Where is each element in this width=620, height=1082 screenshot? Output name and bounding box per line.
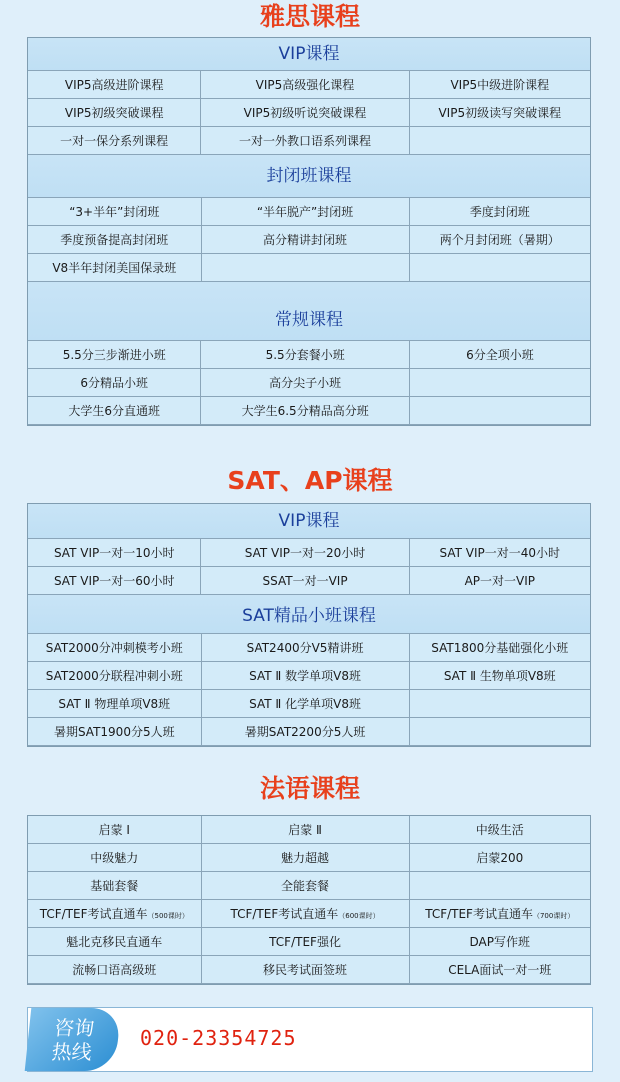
course-link[interactable]: 中级魅力 [28, 844, 201, 872]
french-course-table [28, 816, 590, 984]
empty-cell [201, 254, 409, 282]
course-link[interactable]: 启蒙 Ⅰ [28, 816, 201, 844]
sat-vip-heading: VIP课程 [28, 504, 590, 539]
course-link[interactable]: V8半年封闭美国保录班 [28, 254, 201, 282]
empty-cell [409, 872, 590, 900]
course-link[interactable]: SAT VIP一对一60小时 [28, 567, 201, 595]
course-link[interactable]: SAT Ⅱ 化学单项V8班 [201, 690, 409, 718]
hotline-badge-line2: 热线 [50, 1039, 93, 1064]
course-link[interactable]: “3+半年”封闭班 [28, 198, 201, 226]
empty-cell [409, 690, 590, 718]
course-link[interactable]: 季度预备提高封闭班 [28, 226, 201, 254]
sat-section-title: SAT、AP课程 [227, 466, 393, 495]
course-link[interactable]: 启蒙200 [409, 844, 590, 872]
course-link[interactable]: 暑期SAT1900分5人班 [28, 718, 201, 746]
course-link[interactable]: AP一对一VIP [409, 567, 590, 595]
ielts-section-title: 雅思课程 [259, 2, 360, 31]
course-link[interactable]: SAT VIP一对一20小时 [201, 539, 409, 567]
course-link[interactable]: 流畅口语高级班 [28, 956, 201, 984]
course-label: TCF/TEF考试直通车 [39, 907, 148, 921]
course-link[interactable]: 魁北克移民直通车 [28, 928, 201, 956]
ielts-closed-table [28, 198, 590, 282]
course-link[interactable]: 高分尖子小班 [201, 369, 409, 397]
course-link[interactable]: 6分精品小班 [28, 369, 201, 397]
course-link[interactable]: SAT1800分基础强化小班 [409, 634, 590, 662]
hotline-banner[interactable] [27, 1007, 593, 1072]
course-link[interactable]: 6分全项小班 [409, 341, 590, 369]
hours-note: （600课时） [338, 912, 380, 920]
course-link[interactable]: CELA面试一对一班 [409, 956, 590, 984]
course-label: TCF/TEF考试直通车 [230, 907, 339, 921]
empty-cell [409, 397, 590, 425]
course-link[interactable]: SAT Ⅱ 生物单项V8班 [409, 662, 590, 690]
course-link[interactable]: 大学生6分直通班 [28, 397, 201, 425]
course-link[interactable]: VIP5初级读写突破课程 [409, 99, 590, 127]
ielts-closed-heading: 封闭班课程 [28, 155, 590, 198]
course-link[interactable]: DAP写作班 [409, 928, 590, 956]
course-link[interactable]: 一对一保分系列课程 [28, 127, 201, 155]
course-link[interactable]: 5.5分三步渐进小班 [28, 341, 201, 369]
french-course-panel [27, 815, 591, 985]
course-link-tcf-700[interactable] [409, 900, 590, 928]
course-link[interactable]: SAT2000分冲刺模考小班 [28, 634, 201, 662]
course-link[interactable]: VIP5初级突破课程 [28, 99, 201, 127]
course-link[interactable]: 全能套餐 [201, 872, 409, 900]
empty-cell [409, 369, 590, 397]
course-link[interactable]: VIP5高级进阶课程 [28, 71, 201, 99]
ielts-vip-table [28, 71, 590, 155]
sat-vip-table [28, 539, 590, 595]
course-link[interactable]: “半年脱产”封闭班 [201, 198, 409, 226]
course-link[interactable]: VIP5高级强化课程 [201, 71, 409, 99]
course-link[interactable]: VIP5初级听说突破课程 [201, 99, 409, 127]
empty-cell [409, 127, 590, 155]
course-link[interactable]: SAT VIP一对一40小时 [409, 539, 590, 567]
hotline-badge-line1: 咨询 [53, 1015, 96, 1040]
course-link-tcf-600[interactable] [201, 900, 409, 928]
course-link[interactable]: SSAT一对一VIP [201, 567, 409, 595]
course-link[interactable]: SAT Ⅱ 物理单项V8班 [28, 690, 201, 718]
sat-small-class-heading: SAT精品小班课程 [28, 595, 590, 634]
course-link[interactable]: 暑期SAT2200分5人班 [201, 718, 409, 746]
hours-note: （500课时） [147, 912, 189, 920]
ielts-course-panel [27, 37, 591, 426]
course-link[interactable]: 高分精讲封闭班 [201, 226, 409, 254]
course-link[interactable]: 大学生6.5分精品高分班 [201, 397, 409, 425]
course-link[interactable]: 中级生活 [409, 816, 590, 844]
empty-cell [409, 718, 590, 746]
course-link[interactable]: 季度封闭班 [409, 198, 590, 226]
course-link[interactable]: SAT VIP一对一10小时 [28, 539, 201, 567]
sat-course-panel [27, 503, 591, 747]
course-link[interactable]: SAT Ⅱ 数学单项V8班 [201, 662, 409, 690]
course-link[interactable]: SAT2400分V5精讲班 [201, 634, 409, 662]
course-link[interactable]: 一对一外教口语系列课程 [201, 127, 409, 155]
ielts-regular-table [28, 341, 590, 425]
course-link[interactable]: 魅力超越 [201, 844, 409, 872]
course-link[interactable]: SAT2000分联程冲刺小班 [28, 662, 201, 690]
course-link[interactable]: 5.5分套餐小班 [201, 341, 409, 369]
hotline-phone-number[interactable]: 020-23354725 [140, 1026, 297, 1050]
course-link-tcf-500[interactable] [28, 900, 201, 928]
french-section-title: 法语课程 [259, 774, 360, 803]
sat-small-class-table [28, 634, 590, 746]
ielts-regular-heading: 常规课程 [28, 282, 590, 341]
hotline-badge [25, 1008, 122, 1071]
course-link[interactable]: 移民考试面签班 [201, 956, 409, 984]
course-link[interactable]: VIP5中级进阶课程 [409, 71, 590, 99]
course-link[interactable]: 启蒙 Ⅱ [201, 816, 409, 844]
ielts-vip-heading: VIP课程 [28, 38, 590, 71]
course-link[interactable]: TCF/TEF强化 [201, 928, 409, 956]
empty-cell [409, 254, 590, 282]
course-link[interactable]: 基础套餐 [28, 872, 201, 900]
hours-note: （700课时） [532, 912, 575, 920]
course-link[interactable]: 两个月封闭班（暑期） [409, 226, 590, 254]
course-label: TCF/TEF考试直通车 [425, 907, 533, 921]
